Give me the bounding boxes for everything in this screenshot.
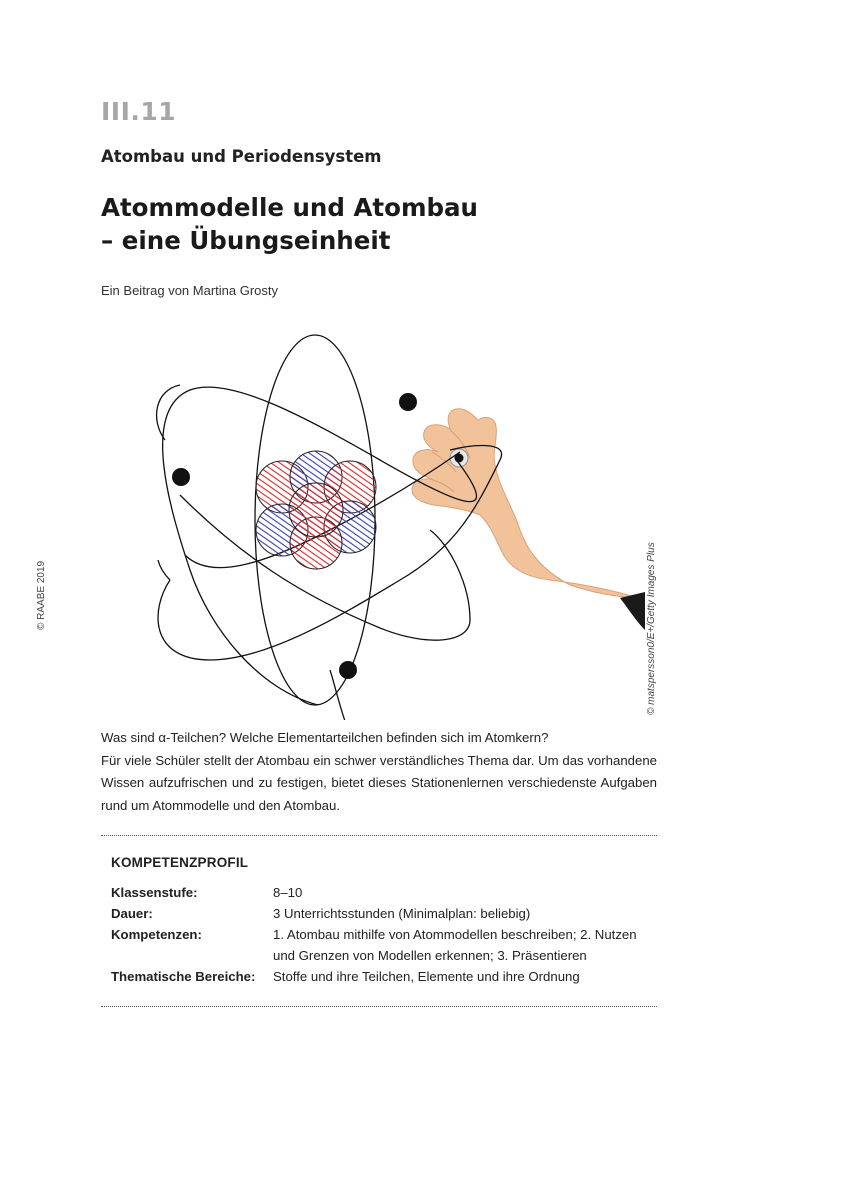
hand-holding-marker xyxy=(412,409,645,630)
profile-row xyxy=(111,966,651,987)
profile-label: Dauer: xyxy=(111,906,153,921)
profile-value: 8–10 xyxy=(273,885,303,900)
section-code: III.11 xyxy=(101,97,177,126)
profile-value: 1. Atombau mithilfe von Atommodellen beschreiben; 2. Nutzen und Grenzen von Modellen erkennen; 3. Präsentieren xyxy=(273,927,637,963)
intro-question: Was sind α-Teilchen? Welche Elementarteilchen befinden sich im Atomkern? xyxy=(101,730,549,745)
title-line-1: Atommodelle und Atombau xyxy=(101,193,478,222)
profile-label: Klassenstufe: xyxy=(111,885,198,900)
subject-heading: Atombau und Periodensystem xyxy=(101,147,382,166)
title-line-2: – eine Übungseinheit xyxy=(101,226,391,255)
profile-row xyxy=(111,924,651,966)
profile-label: Thematische Bereiche: xyxy=(111,969,256,984)
profile-row xyxy=(111,903,651,924)
image-credit: © matspersson0/E+/Getty Images Plus xyxy=(646,542,657,715)
page-title xyxy=(101,191,478,257)
profile-label: Kompetenzen: xyxy=(111,927,202,942)
author-line: Ein Beitrag von Martina Grosty xyxy=(101,283,279,298)
electron xyxy=(399,393,417,411)
atom-illustration xyxy=(150,330,645,720)
electron xyxy=(172,468,190,486)
divider-bottom xyxy=(101,1006,657,1007)
profile-value: Stoffe und ihre Teilchen, Elemente und ihre Ordnung xyxy=(273,969,580,984)
profile-value: 3 Unterrichtsstunden (Minimalplan: beliebig) xyxy=(273,906,531,921)
electron xyxy=(339,661,357,679)
profile-row xyxy=(111,882,651,903)
publisher-copyright: © RAABE 2019 xyxy=(36,560,47,630)
intro-text xyxy=(101,727,657,817)
intro-paragraph: Für viele Schüler stellt der Atombau ein schwer verständliches Thema dar. Um das vorhandene Wissen aufzufrischen und zu festigen, bietet dieses Stationenlernen verschiedenste Aufgaben rund um Atommodelle und den Atombau. xyxy=(101,752,657,813)
profile-heading: KOMPETENZPROFIL xyxy=(111,855,249,870)
nucleus xyxy=(256,451,376,569)
proton xyxy=(289,483,343,537)
divider-top xyxy=(101,835,657,836)
competence-profile xyxy=(111,855,651,987)
